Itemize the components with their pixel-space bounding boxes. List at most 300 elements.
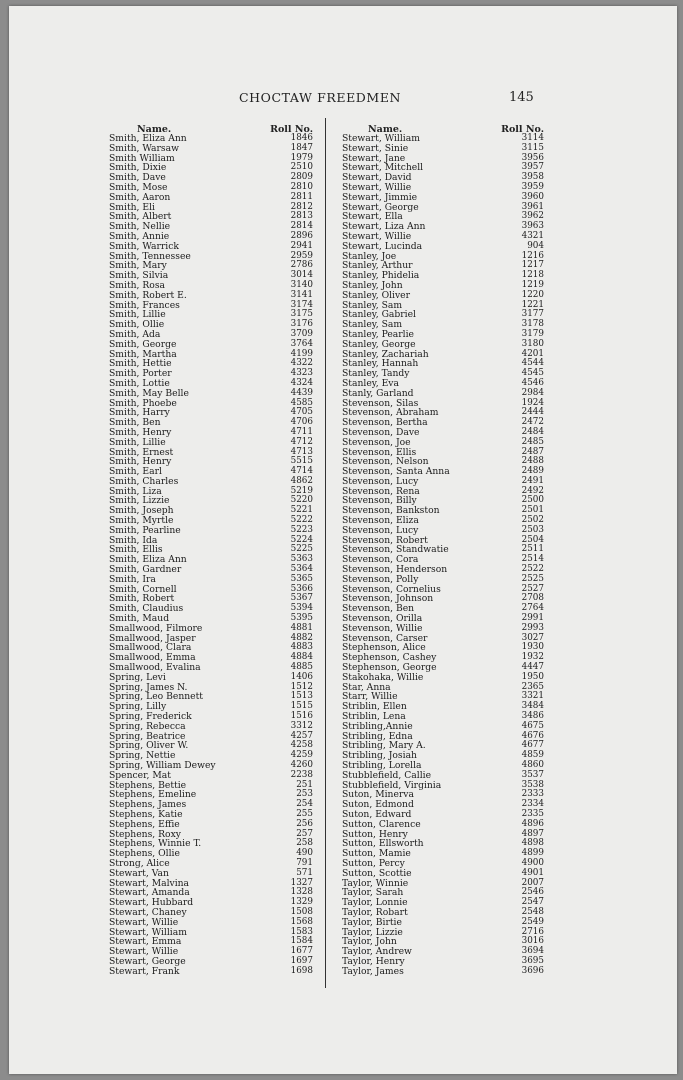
roll-number: 1698	[290, 965, 313, 976]
roll-number: 2716	[521, 926, 544, 937]
person-name: Smith, Pearline	[109, 524, 181, 536]
person-name: Smith, Robert E.	[109, 289, 187, 301]
person-name: Stevenson, Henderson	[342, 564, 448, 576]
page-title: CHOCTAW FREEDMEN	[239, 90, 402, 105]
roll-number: 4884	[290, 652, 313, 663]
person-name: Stevenson, Eliza	[342, 515, 419, 527]
person-name: Smith, Harry	[109, 407, 170, 419]
roll-number: 3140	[290, 279, 313, 290]
person-name: Smallwood, Emma	[109, 652, 196, 664]
roll-number: 5222	[290, 515, 313, 526]
person-name: Spring, Oliver W.	[109, 740, 189, 752]
roll-number: 5394	[290, 603, 313, 614]
roll-number: 3177	[521, 309, 544, 320]
roll-number: 1513	[290, 691, 313, 702]
roll-number: 1979	[290, 152, 313, 163]
roll-number: 2500	[521, 495, 544, 506]
roll-number: 4885	[290, 662, 313, 673]
person-name: Smith, Earl	[109, 466, 162, 478]
roll-number: 1508	[290, 906, 313, 917]
person-name: Stevenson, Nelson	[342, 456, 429, 468]
roll-number: 1846	[290, 133, 313, 143]
person-name: Stewart, Van	[109, 867, 169, 879]
roll-number: 1568	[290, 916, 313, 927]
person-name: Smith, Henry	[109, 456, 172, 468]
person-name: Smith, Claudius	[109, 603, 184, 615]
person-name: Stewart, William	[342, 133, 420, 144]
roll-number: 3179	[521, 328, 544, 339]
person-name: Stephens, Effie	[109, 818, 180, 830]
roll-number: 3312	[290, 720, 313, 731]
person-name: Suton, Edward	[342, 808, 412, 820]
person-name: Sutton, Henry	[342, 828, 408, 840]
roll-number: 3174	[290, 299, 313, 310]
person-name: Smith, Tennessee	[109, 250, 191, 262]
roll-number: 3014	[290, 270, 313, 281]
roll-number: 257	[296, 828, 313, 839]
person-name: Stewart, Willie	[109, 946, 179, 958]
person-name: Smith, Porter	[109, 368, 172, 380]
person-name: Smith, May Belle	[109, 387, 189, 399]
roll-number: 251	[296, 779, 313, 790]
person-name: Taylor, Lizzie	[342, 926, 403, 938]
person-name: Smith, Henry	[109, 426, 172, 438]
roll-number: 4677	[521, 740, 544, 751]
person-name: Sutton, Scottie	[342, 867, 412, 879]
roll-number: 2491	[521, 475, 544, 486]
person-name: Taylor, Lonnie	[342, 897, 408, 909]
person-name: Stanley, Gabriel	[342, 309, 416, 321]
name-column-header: Name.	[137, 124, 172, 135]
person-name: Smith, Myrtle	[109, 515, 174, 527]
person-name: Taylor, Birtie	[342, 916, 402, 928]
person-name: Stewart, Frank	[109, 965, 180, 977]
roll-number: 1847	[290, 142, 313, 153]
person-name: Stevenson, Abraham	[342, 407, 439, 419]
person-name: Spring, Levi	[109, 671, 166, 683]
person-name: Stewart, Chaney	[109, 906, 187, 918]
roll-number: 3957	[521, 162, 544, 173]
person-name: Stewart, George	[109, 955, 186, 967]
person-name: Stewart, Amanda	[109, 887, 190, 899]
person-name: Spring, Frederick	[109, 711, 192, 723]
person-name: Spring, William Dewey	[109, 760, 216, 771]
right-roll-list	[342, 134, 544, 977]
person-name: Smith, Martha	[109, 348, 177, 360]
person-name: Stewart, David	[342, 172, 412, 184]
person-name: Stephens, Roxy	[109, 828, 181, 840]
person-name: Smith, Silvia	[109, 270, 169, 282]
person-name: Smallwood, Filmore	[109, 622, 203, 634]
person-name: Stevenson, Silas	[342, 397, 419, 409]
roll-number: 5221	[290, 505, 313, 516]
roll-number: 1584	[290, 936, 313, 947]
roll-number: 2333	[521, 789, 544, 800]
person-name: Smith, Lottie	[109, 377, 170, 389]
roll-number: 4321	[521, 230, 544, 241]
person-name: Smith, Ada	[109, 328, 161, 340]
roll-number: 3694	[521, 946, 544, 957]
roll-number: 3960	[521, 191, 544, 202]
roll-number: 3027	[521, 632, 544, 643]
roll-number: 2549	[521, 916, 544, 927]
person-name: Smith, Ben	[109, 417, 161, 429]
person-name: Stanley, John	[342, 279, 403, 291]
roll-number: 2525	[521, 573, 544, 584]
roll-number: 2487	[521, 446, 544, 457]
roll-number: 2492	[521, 485, 544, 496]
roll-number: 253	[296, 789, 313, 800]
person-name: Stanley, George	[342, 338, 416, 350]
person-name: Stevenson, Willie	[342, 622, 423, 634]
roll-number: 3696	[521, 965, 544, 976]
person-name: Smith, Nellie	[109, 221, 171, 233]
roll-number: 4323	[290, 368, 313, 379]
roll-number: 4706	[290, 417, 313, 428]
person-name: Smith, Dixie	[109, 162, 167, 174]
roll-number: 1677	[290, 946, 313, 957]
person-name: Taylor, Andrew	[342, 946, 412, 958]
roll-number: 4882	[290, 632, 313, 643]
roll-number: 1930	[521, 642, 544, 653]
roll-column-header: Roll No.	[270, 124, 313, 135]
person-name: Smith, Warsaw	[109, 142, 179, 154]
roll-number: 3962	[521, 211, 544, 222]
roll-number: 3695	[521, 955, 544, 966]
roll-number: 5395	[290, 613, 313, 624]
roll-number: 4439	[290, 387, 313, 398]
person-name: Taylor, Henry	[342, 955, 405, 967]
person-name: Stephens, Ollie	[109, 848, 180, 860]
person-name: Stevenson, Rena	[342, 485, 420, 497]
person-name: Smith, Ellis	[109, 544, 163, 556]
roll-number: 2335	[521, 808, 544, 819]
person-name: Taylor, Sarah	[342, 887, 404, 899]
left-roll-list	[109, 134, 317, 977]
person-name: Spring, Nettie	[109, 750, 176, 762]
person-name: Star, Anna	[342, 681, 391, 693]
roll-number: 4900	[521, 857, 544, 868]
roll-number: 2810	[290, 181, 313, 192]
person-name: Smallwood, Clara	[109, 642, 192, 654]
person-name: Smith, Ira	[109, 573, 156, 585]
person-name: Smith, Frances	[109, 299, 180, 311]
column-divider	[325, 118, 326, 988]
roll-number: 4675	[521, 720, 544, 731]
person-name: Starr, Willie	[342, 691, 398, 703]
roll-number: 4883	[290, 642, 313, 653]
person-name: Stewart, Hubbard	[109, 897, 194, 909]
person-name: Sutton, Mamie	[342, 848, 411, 860]
roll-number: 2501	[521, 505, 544, 516]
person-name: Stewart, Emma	[109, 936, 182, 948]
roll-number: 2809	[290, 172, 313, 183]
roll-number: 1219	[521, 279, 544, 290]
roll-number: 2511	[521, 544, 544, 555]
person-name: Taylor, Winnie	[342, 877, 409, 889]
person-name: Stewart, Ella	[342, 211, 403, 223]
roll-number: 4881	[290, 622, 313, 633]
person-name: Smith William	[109, 152, 175, 164]
person-name: Smith, Gardner	[109, 564, 182, 576]
person-name: Stanley, Joe	[342, 250, 397, 262]
person-name: Stevenson, Cornelius	[342, 583, 441, 595]
roll-number: 1583	[290, 926, 313, 937]
roll-number: 4322	[290, 358, 313, 369]
person-name: Stanley, Tandy	[342, 368, 410, 380]
roll-number: 1216	[521, 250, 544, 261]
person-name: Smith, Liza	[109, 485, 162, 497]
roll-number: 5366	[290, 583, 313, 594]
right-column	[342, 124, 544, 977]
roll-number: 3180	[521, 338, 544, 349]
roll-number: 4676	[521, 730, 544, 741]
roll-number: 3764	[290, 338, 313, 349]
person-name: Spring, Beatrice	[109, 730, 186, 742]
roll-number: 4705	[290, 407, 313, 418]
roll-number: 4898	[521, 838, 544, 849]
person-name: Stanley, Hannah	[342, 358, 419, 370]
roll-number: 5365	[290, 573, 313, 584]
roll-number: 256	[296, 818, 313, 829]
person-name: Striblin, Lena	[342, 711, 406, 723]
roll-number: 2502	[521, 515, 544, 526]
person-name: Smith, Joseph	[109, 505, 174, 517]
person-name: Smith, Lillie	[109, 309, 166, 321]
roll-number: 2334	[521, 799, 544, 810]
roll-number: 2984	[521, 387, 544, 398]
person-name: Stewart, Lucinda	[342, 240, 423, 252]
roll-number: 2485	[521, 436, 544, 447]
roll-number: 4545	[521, 368, 544, 379]
roll-number: 1932	[521, 652, 544, 663]
roll-number: 2993	[521, 622, 544, 633]
person-name: Smith, Rosa	[109, 279, 166, 291]
list-item	[342, 967, 544, 977]
roll-number: 4897	[521, 828, 544, 839]
person-name: Spencer, Mat	[109, 769, 171, 781]
roll-number: 1217	[521, 260, 544, 271]
roll-number: 4711	[290, 426, 313, 437]
person-name: Smith, Warrick	[109, 240, 179, 252]
roll-number: 2365	[521, 681, 544, 692]
person-name: Stanley, Sam	[342, 319, 403, 331]
roll-number: 5219	[290, 485, 313, 496]
person-name: Stevenson, Santa Anna	[342, 466, 450, 478]
document-page	[9, 6, 677, 1074]
roll-number: 3321	[521, 691, 544, 702]
roll-number: 254	[296, 799, 313, 810]
roll-number: 3961	[521, 201, 544, 212]
person-name: Smith, Eliza Ann	[109, 554, 187, 566]
roll-number: 1406	[290, 671, 313, 682]
person-name: Stanley, Arthur	[342, 260, 413, 272]
roll-number: 3178	[521, 319, 544, 330]
person-name: Stakohaka, Willie	[342, 671, 424, 683]
roll-number: 2548	[521, 906, 544, 917]
roll-number: 3114	[521, 133, 544, 143]
roll-number: 4714	[290, 466, 313, 477]
person-name: Smith, Aaron	[109, 191, 171, 203]
person-name: Stribling,Annie	[342, 720, 413, 732]
person-name: Strong, Alice	[109, 857, 170, 869]
person-name: Smith, Robert	[109, 593, 175, 605]
roll-number: 2812	[290, 201, 313, 212]
person-name: Smith, Eliza Ann	[109, 133, 187, 144]
person-name: Sutton, Clarence	[342, 818, 421, 830]
roll-number: 3141	[290, 289, 313, 300]
person-name: Suton, Minerva	[342, 789, 414, 801]
roll-number: 2764	[521, 603, 544, 614]
roll-number: 1697	[290, 955, 313, 966]
roll-number: 5223	[290, 524, 313, 535]
roll-number: 2504	[521, 534, 544, 545]
person-name: Spring, Rebecca	[109, 720, 186, 732]
roll-number: 3484	[521, 701, 544, 712]
roll-number: 2238	[290, 769, 313, 780]
person-name: Stewart, Malvina	[109, 877, 190, 889]
roll-number: 2007	[521, 877, 544, 888]
person-name: Smith, George	[109, 338, 177, 350]
person-name: Smith, Lillie	[109, 436, 166, 448]
person-name: Stevenson, Orilla	[342, 613, 423, 625]
person-name: Stanley, Oliver	[342, 289, 410, 301]
person-name: Stephens, Katie	[109, 808, 183, 820]
roll-number: 2547	[521, 897, 544, 908]
roll-number: 4712	[290, 436, 313, 447]
roll-number: 4901	[521, 867, 544, 878]
roll-number: 2527	[521, 583, 544, 594]
person-name: Spring, James N.	[109, 681, 188, 693]
roll-number: 3537	[521, 769, 544, 780]
roll-number: 1327	[290, 877, 313, 888]
roll-column-header: Roll No.	[501, 124, 544, 135]
roll-number: 3486	[521, 711, 544, 722]
roll-number: 4862	[290, 475, 313, 486]
roll-number: 255	[296, 808, 313, 819]
person-name: Stewart, William	[109, 926, 187, 938]
roll-number: 4447	[521, 662, 544, 673]
roll-number: 1220	[521, 289, 544, 300]
person-name: Smallwood, Evalina	[109, 662, 201, 674]
roll-number: 5220	[290, 495, 313, 506]
person-name: Stevenson, Johnson	[342, 593, 434, 605]
person-name: Stewart, George	[342, 201, 419, 213]
roll-number: 4544	[521, 358, 544, 369]
roll-number: 5367	[290, 593, 313, 604]
roll-number: 3538	[521, 779, 544, 790]
roll-number: 1924	[521, 397, 544, 408]
person-name: Taylor, Robart	[342, 906, 408, 918]
person-name: Stephens, Winnie T.	[109, 838, 202, 850]
person-name: Stewart, Willie	[109, 916, 179, 928]
roll-number: 2489	[521, 466, 544, 477]
person-name: Stanley, Eva	[342, 377, 399, 389]
roll-number: 4257	[290, 730, 313, 741]
roll-number: 2510	[290, 162, 313, 173]
person-name: Smith, Dave	[109, 172, 166, 184]
roll-number: 4324	[290, 377, 313, 388]
list-item	[109, 967, 317, 977]
roll-number: 4260	[290, 760, 313, 770]
roll-number: 2991	[521, 613, 544, 624]
person-name: Smith, Ollie	[109, 319, 165, 331]
person-name: Smith, Ernest	[109, 446, 174, 458]
page-number: 145	[509, 90, 534, 105]
roll-number: 1950	[521, 671, 544, 682]
name-column-header: Name.	[368, 124, 403, 135]
person-name: Stribling, Josiah	[342, 750, 417, 762]
roll-number: 1218	[521, 270, 544, 281]
roll-number: 5363	[290, 554, 313, 565]
roll-number: 2546	[521, 887, 544, 898]
roll-number: 4201	[521, 348, 544, 359]
person-name: Stephens, Emeline	[109, 789, 197, 801]
roll-number: 4199	[290, 348, 313, 359]
person-name: Smith, Albert	[109, 211, 172, 223]
roll-number: 1512	[290, 681, 313, 692]
person-name: Stewart, Jane	[342, 152, 406, 164]
person-name: Stevenson, Polly	[342, 573, 419, 585]
person-name: Stephens, James	[109, 799, 187, 811]
roll-number: 2444	[521, 407, 544, 418]
person-name: Stewart, Willie	[342, 181, 412, 193]
roll-number: 5224	[290, 534, 313, 545]
person-name: Smith, Cornell	[109, 583, 177, 595]
roll-number: 2814	[290, 221, 313, 232]
person-name: Stevenson, Bankston	[342, 505, 440, 517]
person-name: Stewart, Willie	[342, 230, 412, 242]
roll-number: 4896	[521, 818, 544, 829]
person-name: Smith, Phoebe	[109, 397, 177, 409]
person-name: Stanley, Zachariah	[342, 348, 429, 360]
person-name: Sutton, Ellsworth	[342, 838, 424, 850]
roll-number: 3709	[290, 328, 313, 339]
person-name: Stewart, Jimmie	[342, 191, 418, 203]
person-name: Spring, Leo Bennett	[109, 691, 203, 703]
roll-number: 2786	[290, 260, 313, 271]
page-header	[9, 90, 677, 110]
roll-number: 3016	[521, 936, 544, 947]
person-name: Stevenson, Lucy	[342, 524, 419, 536]
roll-number: 5364	[290, 564, 313, 575]
person-name: Stevenson, Joe	[342, 436, 411, 448]
person-name: Smith, Hettie	[109, 358, 172, 370]
person-name: Stanley, Phidelia	[342, 270, 420, 282]
person-name: Stevenson, Robert	[342, 534, 428, 546]
roll-number: 4899	[521, 848, 544, 859]
person-name: Stewart, Mitchell	[342, 162, 424, 174]
person-name: Smith, Mose	[109, 181, 168, 193]
roll-number: 2811	[290, 191, 313, 202]
roll-number: 3958	[521, 172, 544, 183]
roll-number: 2484	[521, 426, 544, 437]
person-name: Stevenson, Cora	[342, 554, 419, 566]
roll-number: 3175	[290, 309, 313, 320]
person-name: Stewart, Sinie	[342, 142, 409, 154]
person-name: Striblin, Ellen	[342, 701, 407, 713]
roll-number: 5225	[290, 544, 313, 555]
roll-number: 4713	[290, 446, 313, 457]
roll-number: 3963	[521, 221, 544, 232]
roll-number: 2514	[521, 554, 544, 565]
person-name: Stribling, Lorella	[342, 760, 422, 771]
person-name: Stubblefield, Virginia	[342, 779, 442, 791]
roll-number: 258	[296, 838, 313, 849]
roll-number: 2941	[290, 240, 313, 251]
left-column	[109, 124, 317, 977]
person-name: Stephenson, George	[342, 662, 437, 674]
